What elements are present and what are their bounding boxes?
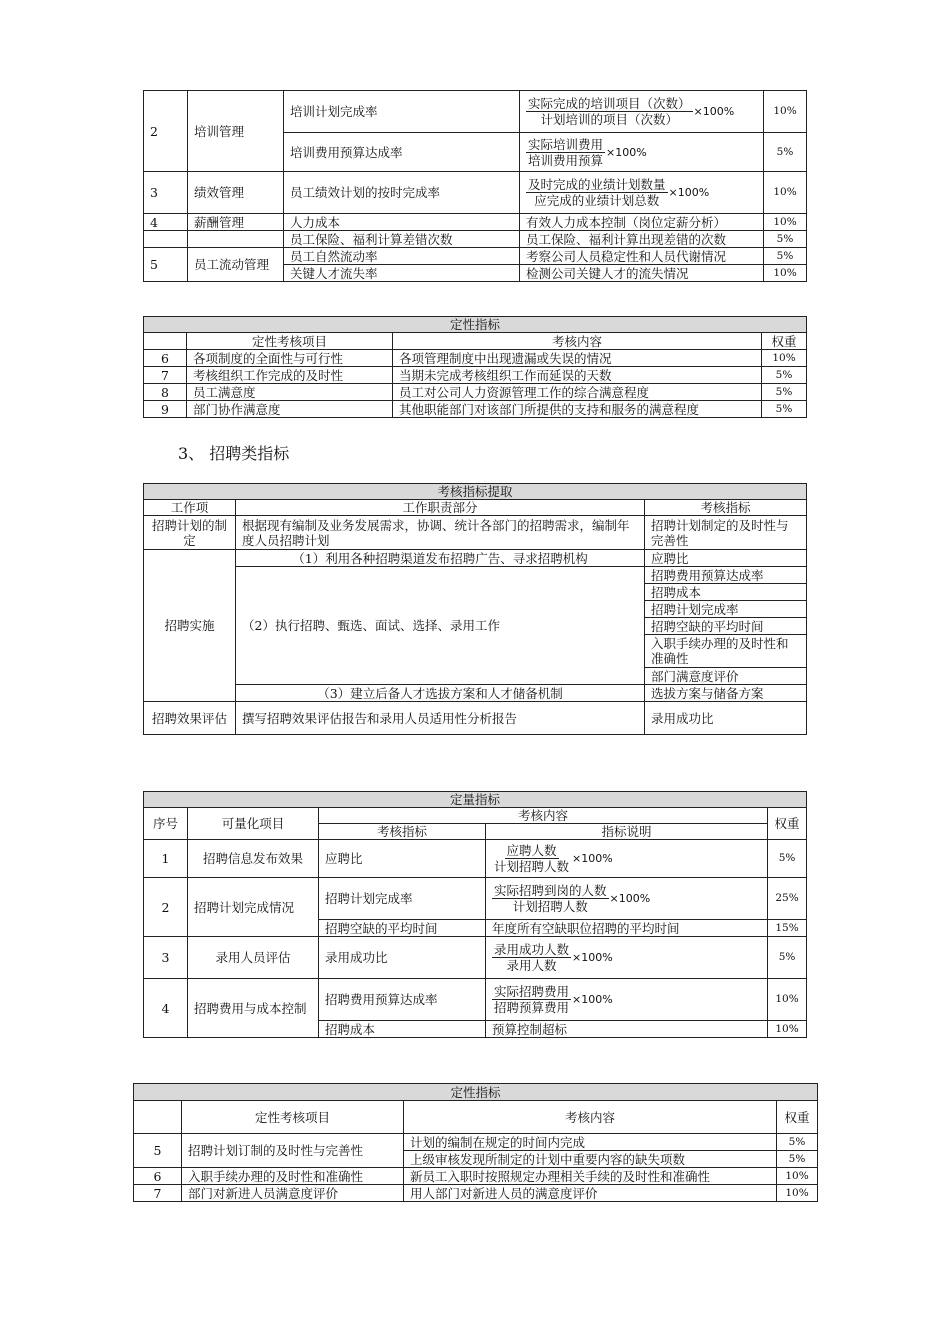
work-item: 招聘效果评估 <box>144 702 236 735</box>
column-header: 考核内容 <box>404 1101 777 1134</box>
kpi: 招聘计划完成率 <box>319 878 486 920</box>
kpi: 招聘费用预算达成率 <box>645 567 807 584</box>
kpi: 录用成功比 <box>645 702 807 735</box>
column-header: 可量化项目 <box>188 808 319 840</box>
formula: $\frac{\text{及时完成的业绩计划数量}}{\text{应完成的业绩计划总数}}$ ×100% <box>520 172 764 214</box>
work-item: 招聘计划的制定 <box>144 516 236 550</box>
content: 员工保险、福利计算出现差错的次数 <box>520 231 764 248</box>
weight: 5% <box>768 937 807 979</box>
row-no: 8 <box>144 384 187 401</box>
formula: $\frac{\text{实际招聘到岗的人数}}{\text{计划招聘人数}}$ ×100% <box>486 878 768 920</box>
item: 招聘计划订制的及时性与完善性 <box>182 1134 404 1168</box>
row-no: 6 <box>134 1168 182 1185</box>
kpi: 应聘比 <box>319 840 486 878</box>
table-title: 定性指标 <box>144 317 807 333</box>
content: 其他职能部门对该部门所提供的支持和服务的满意程度 <box>393 401 762 418</box>
item: 员工满意度 <box>187 384 393 401</box>
weight: 10% <box>777 1185 818 1202</box>
content: 当期未完成考核组织工作而延误的天数 <box>393 367 762 384</box>
item: 员工绩效计划的按时完成率 <box>284 172 520 214</box>
item: 考核组织工作完成的及时性 <box>187 367 393 384</box>
kpi: 招聘费用预算达成率 <box>319 979 486 1021</box>
item: 招聘信息发布效果 <box>188 840 319 878</box>
row-no: 4 <box>144 979 188 1038</box>
recruitment-qualitative-table <box>133 1083 818 1202</box>
content: 用人部门对新进人员的满意度评价 <box>404 1185 777 1202</box>
weight: 10% <box>764 214 807 231</box>
duty: 撰写招聘效果评估报告和录用人员适用性分析报告 <box>236 702 645 735</box>
weight: 5% <box>764 133 807 172</box>
column-header: 工作项 <box>144 500 236 516</box>
weight: 10% <box>764 265 807 282</box>
content: 各项管理制度中出现遗漏或失误的情况 <box>393 350 762 367</box>
weight: 5% <box>777 1134 818 1151</box>
row-no: 7 <box>134 1185 182 1202</box>
row-no: 2 <box>144 878 188 937</box>
item: 部门对新进人员满意度评价 <box>182 1185 404 1202</box>
table-title: 定性指标 <box>134 1084 818 1101</box>
item: 招聘费用与成本控制 <box>188 979 319 1038</box>
category: 培训管理 <box>188 91 284 172</box>
item: 各项制度的全面性与可行性 <box>187 350 393 367</box>
content: 检测公司关键人才的流失情况 <box>520 265 764 282</box>
kpi: 招聘计划完成率 <box>645 601 807 618</box>
item: 录用人员评估 <box>188 937 319 979</box>
duty: （3）建立后备人才选拔方案和人才储备机制 <box>236 685 645 702</box>
item: 员工保险、福利计算差错次数 <box>284 231 520 248</box>
column-header: 定性考核项目 <box>187 333 393 350</box>
category: 薪酬管理 <box>188 214 284 231</box>
formula: $\frac{\text{实际培训费用}}{\text{培训费用预算}}$ ×100% <box>520 133 764 172</box>
kpi-extraction-table <box>143 483 807 735</box>
formula: $\frac{\text{实际招聘费用}}{\text{招聘预算费用}}$ ×100% <box>486 979 768 1021</box>
weight: 5% <box>777 1151 818 1168</box>
column-header: 考核指标 <box>319 824 486 840</box>
quantitative-indicators-table <box>143 791 807 1038</box>
weight: 10% <box>768 1021 807 1038</box>
row-no: 4 <box>144 214 188 231</box>
weight: 5% <box>762 401 807 418</box>
weight: 5% <box>768 840 807 878</box>
kpi: 招聘空缺的平均时间 <box>645 618 807 635</box>
weight: 5% <box>762 367 807 384</box>
item: 员工自然流动率 <box>284 248 520 265</box>
column-header: 考核内容 <box>319 808 768 824</box>
column-header: 权重 <box>762 333 807 350</box>
item: 人力成本 <box>284 214 520 231</box>
weight: 10% <box>777 1168 818 1185</box>
weight: 5% <box>764 248 807 265</box>
kpi: 应聘比 <box>645 550 807 567</box>
duty: （1）利用各种招聘渠道发布招聘广告、寻求招聘机构 <box>236 550 645 567</box>
item: 关键人才流失率 <box>284 265 520 282</box>
category: 绩效管理 <box>188 172 284 214</box>
column-header: 工作职责部分 <box>236 500 645 516</box>
column-header: 考核内容 <box>393 333 762 350</box>
item: 招聘计划完成情况 <box>188 878 319 937</box>
weight: 5% <box>764 231 807 248</box>
table-title: 定量指标 <box>144 792 807 808</box>
weight: 10% <box>764 91 807 133</box>
column-header: 权重 <box>768 808 807 840</box>
table-title: 考核指标提取 <box>144 484 807 500</box>
qualitative-indicators-table <box>143 316 807 418</box>
row-no: 2 <box>144 91 188 172</box>
kpi: 招聘成本 <box>645 584 807 601</box>
kpi: 招聘成本 <box>319 1021 486 1038</box>
formula: $\frac{\text{实际完成的培训项目（次数）}}{\text{计划培训的项目（次数）}}$ ×100% <box>520 91 764 133</box>
column-header: 序号 <box>144 808 188 840</box>
weight: 10% <box>762 350 807 367</box>
content: 新员工入职时按照规定办理相关手续的及时性和准确性 <box>404 1168 777 1185</box>
item: 培训计划完成率 <box>284 91 520 133</box>
content: 员工对公司人力资源管理工作的综合满意程度 <box>393 384 762 401</box>
row-no: 3 <box>144 937 188 979</box>
training-performance-table <box>143 90 807 282</box>
row-no: 6 <box>144 350 187 367</box>
formula: $\frac{\text{应聘人数}}{\text{计划招聘人数}}$ ×100% <box>486 840 768 878</box>
row-no: 7 <box>144 367 187 384</box>
content: 有效人力成本控制（岗位定薪分析） <box>520 214 764 231</box>
desc: 预算控制超标 <box>486 1021 768 1038</box>
content: 考察公司人员稳定性和人员代谢情况 <box>520 248 764 265</box>
item: 入职手续办理的及时性和准确性 <box>182 1168 404 1185</box>
column-header: 考核指标 <box>645 500 807 516</box>
work-item: 招聘实施 <box>144 550 236 702</box>
section-heading: 3、 招聘类指标 <box>178 444 290 463</box>
kpi: 招聘空缺的平均时间 <box>319 920 486 937</box>
kpi: 入职手续办理的及时性和准确性 <box>645 635 807 668</box>
kpi: 招聘计划制定的及时性与完善性 <box>645 516 807 550</box>
row-no: 5 <box>144 248 188 282</box>
row-no: 9 <box>144 401 187 418</box>
item: 部门协作满意度 <box>187 401 393 418</box>
category: 员工流动管理 <box>188 248 284 282</box>
formula: $\frac{\text{录用成功人数}}{\text{录用人数}}$ ×100% <box>486 937 768 979</box>
item: 培训费用预算达成率 <box>284 133 520 172</box>
row-no: 3 <box>144 172 188 214</box>
row-no: 5 <box>134 1134 182 1168</box>
kpi: 部门满意度评价 <box>645 668 807 685</box>
duty: （2）执行招聘、甄选、面试、选择、录用工作 <box>236 567 645 685</box>
row-no: 1 <box>144 840 188 878</box>
weight: 10% <box>768 979 807 1021</box>
column-header: 定性考核项目 <box>182 1101 404 1134</box>
column-header: 指标说明 <box>486 824 768 840</box>
column-header: 权重 <box>777 1101 818 1134</box>
kpi: 选拔方案与储备方案 <box>645 685 807 702</box>
weight: 10% <box>764 172 807 214</box>
content: 上级审核发现所制定的计划中重要内容的缺失项数 <box>404 1151 777 1168</box>
weight: 5% <box>762 384 807 401</box>
weight: 25% <box>768 878 807 920</box>
weight: 15% <box>768 920 807 937</box>
duty: 根据现有编制及业务发展需求，协调、统计各部门的招聘需求，编制年度人员招聘计划 <box>236 516 645 550</box>
content: 计划的编制在规定的时间内完成 <box>404 1134 777 1151</box>
kpi: 录用成功比 <box>319 937 486 979</box>
desc: 年度所有空缺职位招聘的平均时间 <box>486 920 768 937</box>
